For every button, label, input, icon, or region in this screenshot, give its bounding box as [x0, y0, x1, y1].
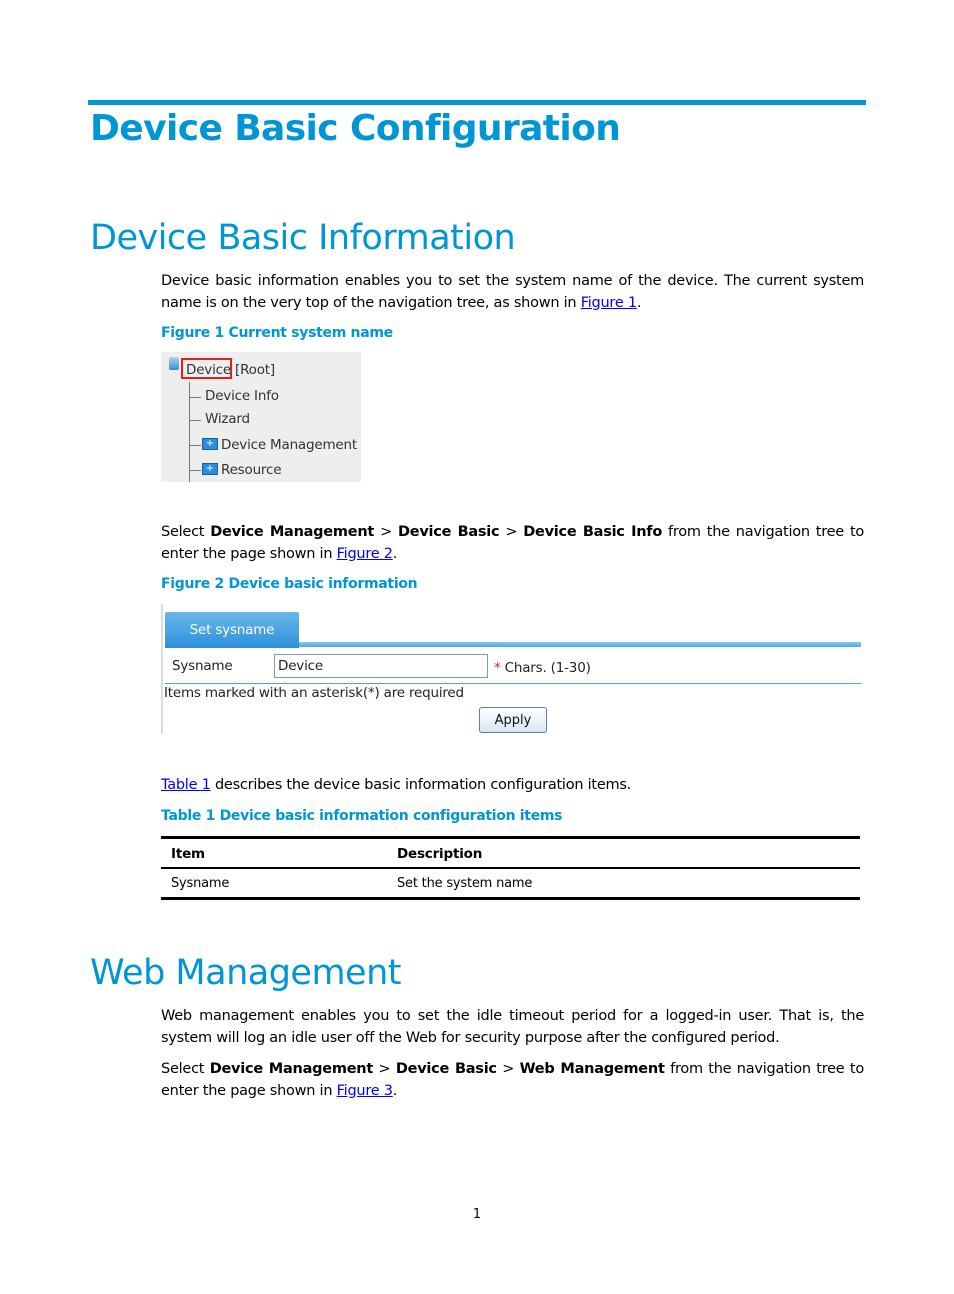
tree-branch [189, 445, 201, 446]
table-row [161, 869, 860, 897]
table-rule-bottom [161, 897, 860, 900]
tree-item-resource[interactable]: Resource [221, 462, 282, 478]
chars-hint [494, 660, 591, 676]
table-cell-description: Set the system name [397, 875, 533, 891]
paragraph-select-device-basic-info [161, 522, 864, 565]
text: Select [161, 524, 211, 540]
table-header-row [161, 839, 860, 867]
chapter-title: Device Basic Configuration [90, 108, 621, 149]
apply-button[interactable]: Apply [479, 707, 547, 733]
table-header-item: Item [171, 846, 205, 862]
expand-folder-icon[interactable]: + [202, 463, 218, 475]
link-table-1[interactable]: Table 1 [161, 777, 211, 793]
menu-path-device-basic-info: Device Basic Info [523, 524, 663, 540]
text: from the navigation tree to enter the page shown in [161, 524, 864, 562]
text: > [499, 524, 524, 540]
figure-1-caption: Figure 1 Current system name [161, 325, 393, 341]
paragraph-table-intro [161, 775, 864, 797]
figure-2-caption: Figure 2 Device basic information [161, 576, 418, 592]
paragraph-select-web-management [161, 1059, 864, 1102]
text: . [392, 545, 398, 562]
text: > [373, 1061, 396, 1077]
section-title-web-management: Web Management [90, 953, 401, 993]
paragraph-intro [161, 271, 864, 314]
link-figure-1[interactable]: Figure 1 [580, 294, 637, 311]
tree-item-device-info[interactable]: Device Info [205, 388, 279, 404]
tree-root-suffix: [Root] [235, 362, 275, 378]
text: > [374, 524, 398, 540]
table-header-description: Description [397, 846, 483, 862]
device-icon [169, 357, 179, 370]
set-sysname-form [161, 604, 861, 736]
menu-path-web-management: Web Management [519, 1061, 665, 1077]
link-figure-3[interactable]: Figure 3 [336, 1082, 393, 1099]
tree-item-device-management[interactable]: Device Management [221, 437, 357, 453]
chars-hint-text: Chars. (1-30) [500, 660, 591, 676]
table-1-caption: Table 1 Device basic information configuration items [161, 808, 563, 824]
tree-root-label[interactable]: Device [186, 362, 231, 378]
menu-path-device-basic: Device Basic [397, 524, 500, 540]
chapter-rule [88, 100, 866, 105]
paragraph-intro-text: Device basic information enables you to set the system name of the device. The current system name is on the very top of the navigation tree, as shown in [161, 273, 864, 311]
menu-path-device-basic: Device Basic [395, 1061, 497, 1077]
page-number: 1 [472, 1207, 482, 1222]
menu-path-device-management: Device Management [209, 1061, 374, 1077]
navigation-tree-figure [161, 352, 361, 482]
text: from the navigation tree to enter the page shown in [161, 1061, 864, 1099]
tree-branch [189, 470, 201, 471]
required-note: Items marked with an asterisk(*) are required [164, 685, 464, 701]
tree-branch [189, 397, 201, 398]
tree-branch [189, 420, 201, 421]
tree-item-wizard[interactable]: Wizard [205, 411, 250, 427]
paragraph-web-management-intro: Web management enables you to set the idle timeout period for a logged-in user. That is, the system will log an idle user off the Web for security purpose after the configured period. [161, 1008, 864, 1046]
text: > [496, 1061, 520, 1077]
table-cell-item: Sysname [171, 875, 230, 891]
menu-path-device-management: Device Management [210, 524, 375, 540]
sysname-label: Sysname [172, 658, 233, 674]
text: Select [161, 1061, 210, 1077]
expand-folder-icon[interactable]: + [202, 438, 218, 450]
sysname-input[interactable] [274, 654, 488, 678]
text: . [392, 1082, 398, 1099]
paragraph-intro-end: . [636, 294, 642, 311]
required-asterisk: * [494, 660, 501, 676]
text: describes the device basic information configuration items. [210, 777, 632, 793]
link-figure-2[interactable]: Figure 2 [336, 545, 393, 562]
form-separator [165, 683, 861, 684]
section-title-device-basic-information: Device Basic Information [90, 218, 516, 258]
config-items-table [161, 836, 860, 900]
form-edge [161, 604, 163, 734]
tab-set-sysname[interactable]: Set sysname [165, 612, 299, 648]
